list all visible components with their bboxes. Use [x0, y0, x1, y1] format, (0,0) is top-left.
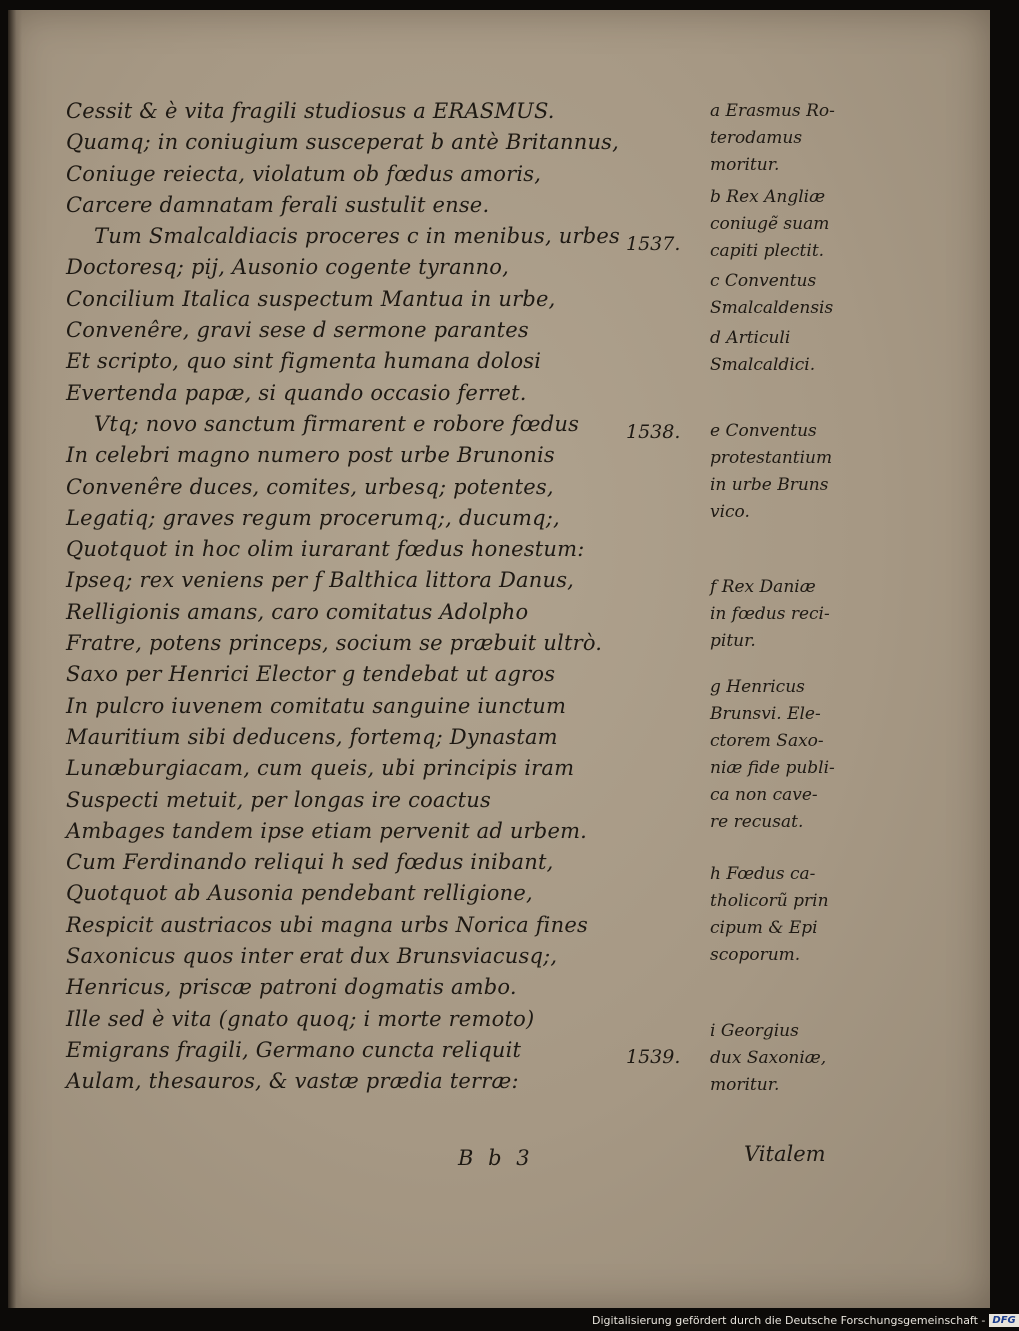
marginal-note-d	[710, 325, 815, 379]
note-line: h Fœdus ca-	[710, 864, 816, 884]
note-line: vico.	[710, 502, 750, 522]
verse-line: Emigrans fragili, Germano cuncta reliquit	[66, 1037, 522, 1062]
marginal-note-h	[710, 861, 829, 969]
catchword: Vitalem	[744, 1142, 826, 1166]
verse-line: Ille sed è vita (gnato quoq; i morte remoto)	[66, 1006, 535, 1031]
note-line: i Georgius	[710, 1021, 799, 1041]
marginal-note-i	[710, 1018, 826, 1099]
marginal-note-e	[710, 418, 832, 526]
note-line: ctorem Saxo-	[710, 731, 824, 751]
note-line: Smalcaldici.	[710, 355, 816, 375]
note-line: e Conventus	[710, 421, 817, 441]
marginal-note-f	[710, 574, 830, 655]
note-line: coniugẽ suam	[710, 214, 830, 234]
verse-line: Cessit & è vita fragili studiosus a ERASMUS.	[66, 99, 555, 123]
verse-line: Legatiq; graves regum procerumq;, ducumq;,	[66, 505, 560, 530]
verse-line: Henricus, priscæ patroni dogmatis ambo.	[66, 975, 517, 1000]
note-line: re recusat.	[710, 812, 804, 832]
verse-line: Relligionis amans, caro comitatus Adolpho	[66, 599, 529, 624]
verse-line: Tum Smalcaldiacis proceres c in menibus, urbes	[94, 224, 620, 249]
footer-text: Digitalisierung gefördert durch die Deutsche Forschungsgemeinschaft -	[592, 1313, 986, 1327]
marginal-note-c	[710, 268, 833, 322]
note-line: c Conventus	[710, 271, 817, 291]
verse-line: Lunæburgiacam, cum queis, ubi principis iram	[66, 756, 575, 781]
note-line: in fœdus reci-	[710, 604, 830, 624]
marginal-note-b	[710, 184, 829, 265]
verse-line: Ipseq; rex veniens per f Balthica littora Danus,	[66, 568, 575, 593]
verse-line: Carcere damnatam ferali sustulit ense.	[66, 192, 490, 217]
verse-line: Concilium Italica suspectum Mantua in urbe,	[66, 286, 556, 311]
note-line: ca non cave-	[710, 785, 818, 805]
note-line: dux Saxoniæ,	[710, 1048, 827, 1068]
note-line: terodamus	[710, 128, 803, 148]
verse-line: Vtq; novo sanctum firmarent e robore fœdus	[94, 411, 580, 436]
note-line: Smalcaldensis	[710, 298, 834, 318]
note-line: in urbe Bruns	[710, 475, 829, 495]
verse-line: Saxonicus quos inter erat dux Brunsviacusq;,	[66, 944, 558, 969]
note-line: cipum & Epi	[710, 918, 818, 938]
verse-line: Ambages tandem ipse etiam pervenit ad urbem.	[66, 818, 588, 843]
verse-line: Fratre, potens princeps, socium se præbuit ultrò.	[66, 631, 603, 656]
note-line: d Articuli	[710, 328, 791, 348]
verse-line: Quotquot ab Ausonia pendebant relligione,	[66, 881, 533, 906]
note-line: Brunsvi. Ele-	[710, 704, 821, 724]
marginal-note-a	[710, 98, 835, 179]
digitization-footer	[592, 1313, 1019, 1327]
note-line: tholicorũ prin	[710, 891, 829, 911]
note-line: pitur.	[710, 631, 756, 651]
signature-mark: B b 3	[458, 1146, 534, 1170]
verse-line: Convenêre duces, comites, urbesq; potentes,	[66, 474, 554, 499]
verse-line: Evertenda papæ, si quando occasio ferret.	[66, 380, 527, 405]
marginal-note-g	[710, 674, 835, 836]
note-line: g Henricus	[710, 677, 805, 697]
verse-line: Mauritium sibi deducens, fortemq; Dynastam	[66, 724, 558, 749]
verse-line: Saxo per Henrici Elector g tendebat ut agros	[66, 662, 556, 687]
note-line: b Rex Angliæ	[710, 187, 826, 207]
note-line: scoporum.	[710, 945, 801, 965]
note-line: moritur.	[710, 155, 780, 175]
verse-line: Aulam, thesauros, & vastæ prædia terræ:	[66, 1069, 519, 1094]
verse-text	[66, 96, 626, 1098]
note-line: moritur.	[710, 1075, 780, 1095]
verse-line: Suspecti metuit, per longas ire coactus	[66, 787, 491, 812]
verse-line: Doctoresq; pij, Ausonio cogente tyranno,	[66, 255, 510, 280]
verse-line: In celebri magno numero post urbe Brunonis	[66, 443, 555, 468]
note-line: a Erasmus Ro-	[710, 101, 835, 121]
verse-line: Et scripto, quo sint figmenta humana dolosi	[66, 349, 542, 374]
verse-line: In pulcro iuvenem comitatu sanguine iunctum	[66, 693, 567, 718]
page-binding-edge	[8, 10, 22, 1308]
year-marker-1537: 1537.	[626, 233, 681, 255]
note-line: niæ fide publi-	[710, 758, 835, 778]
verse-line: Respicit austriacos ubi magna urbs Norica fines	[66, 912, 588, 937]
verse-line: Quotquot in hoc olim iurarant fœdus honestum:	[66, 537, 585, 562]
verse-line: Cum Ferdinando reliqui h sed fœdus inibant,	[66, 850, 554, 875]
note-line: f Rex Daniæ	[710, 577, 816, 597]
year-marker-1539: 1539.	[626, 1046, 681, 1068]
verse-line: Quamq; in coniugium susceperat b antè Britannus,	[66, 130, 620, 155]
note-line: protestantium	[710, 448, 833, 468]
verse-line: Convenêre, gravi sese d sermone parantes	[66, 318, 529, 343]
verse-line: Coniuge reiecta, violatum ob fœdus amoris,	[66, 161, 542, 186]
year-marker-1538: 1538.	[626, 421, 681, 443]
dfg-logo-icon: DFG	[989, 1314, 1018, 1327]
note-line: capiti plectit.	[710, 241, 825, 261]
